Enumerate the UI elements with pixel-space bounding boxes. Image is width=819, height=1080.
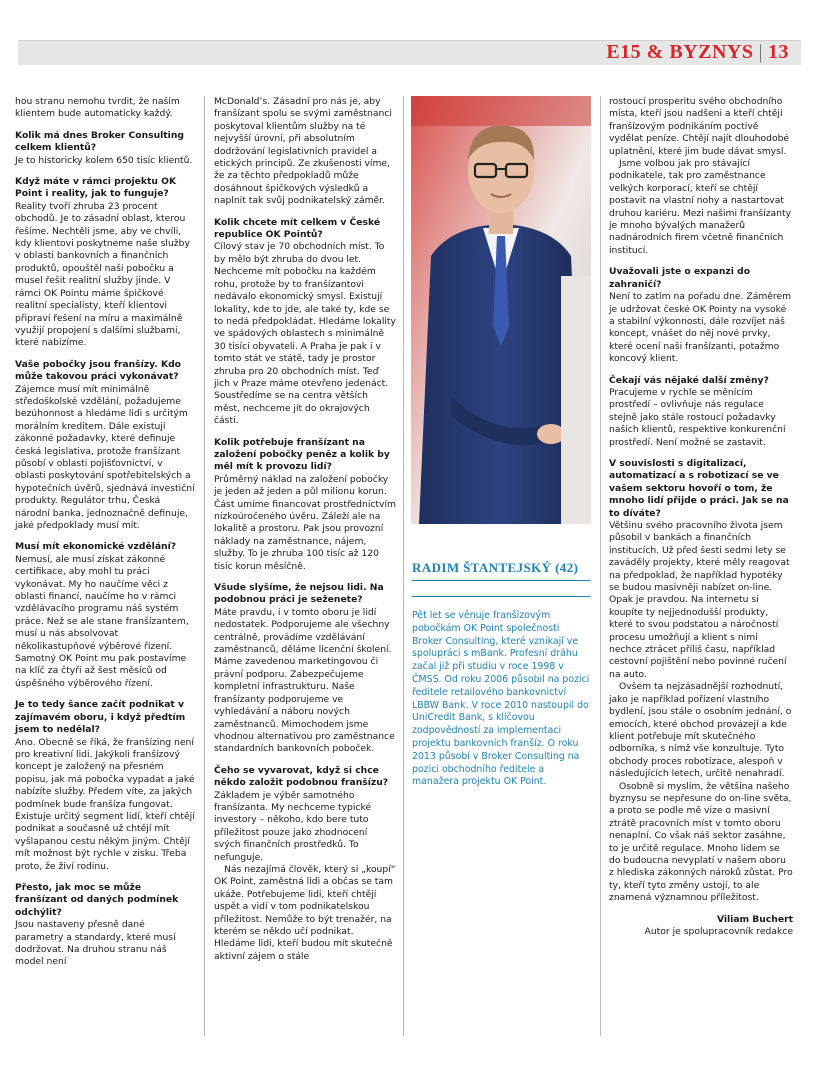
interview-question: Přesto, jak moc se může franšízant od daných podmínek odchýlit? <box>15 881 179 918</box>
portrait-illustration <box>411 96 591 524</box>
interview-answer: Pracujeme v rychle se měnícím prostředí – ovlivňuje nás regulace stejně jako stále rostoucí požadavky našich klientů, respektive konkurenční prostředí. Není možné se zastavit. <box>609 386 786 448</box>
interview-answer: Jsou nastaveny přesně dané parametry a standardy, které musí dodržovat. Na druhou stranu náš model není <box>15 919 176 968</box>
interview-question: Kolik potřebuje franšízant na založení pobočky peněz a kolik by měl mít k provozu lidí? <box>214 436 390 473</box>
interview-answer: Jsme volbou jak pro stávající podnikatele, tak pro zaměstnance velkých korporací, kteří se chtějí postavit na vlastní nohy a nastartovat druhou kariéru. Mezi našimi franšízanty je mnoho bývalých manažerů nadnárodních firem včetně finančních institucí. <box>609 158 792 256</box>
author-name: Viliam Buchert <box>716 913 793 925</box>
article-column-2 <box>214 96 396 963</box>
interview-question: Čeho se vyvarovat, když si chce někdo založit podobnou franšízu? <box>214 764 389 789</box>
interview-answer: Ano. Obecně se říká, že franšízing není pro kreativní lidi. Jakýkoli franšízový koncept je založený na přesném popisu, jak má pobočka vypadat a jaké nabízíte služby. Předem víte, za jakých podmínek bude franšíza fungovat. Existuje určitý segment lidí, kteří chtějí podnikat a současně už chtějí mít vyšlapanou cestu někým jiným. Chtějí mít možnost být rychle v zisku. Třeba proto, že živí rodinu. <box>15 736 195 872</box>
interview-answer: Ovšem ta nejzásadnější rozhodnutí, jako je například pořízení vlastního bydlení, jsou stále o osobním jednání, o emocích, které obchod provázejí a kde klient potřebuje mít skutečného odborníka, s nímž vše konzultuje. Tyto obchody proces robotizace, alespoň v následujících letech, určitě nenahradí. <box>609 681 792 780</box>
article-column-4-body <box>609 96 793 905</box>
column-divider <box>403 96 404 1036</box>
interview-answer: Většinu svého pracovního života jsem působil v bankách a finančních institucích. Už před šesti sedmi lety se zaváděly projekty, které měly reagovat na předpoklad, že například hypotéky se budou masivněji nabízet on-line. Opak je pravdou. Na internetu si koupíte ty nejjednodušší produkty, které to svou podstatou a náročností procesu umožňují a klient s nimi nechce ztrácet příliš času, například cestovní pojištění nebo povinné ručení na auto. <box>609 520 790 680</box>
interview-answer: Nás nezajímá člověk, který si „koupí“ OK Point, zaměstná lidi a občas se tam ukáže. Potřebujeme lidi, kteří chtějí uspět a vidí v tom podnikatelskou příležitost. Nemůže to být trenažér, na kterém se někdo učí podnikat. Hledáme lidi, kteří budou mít skutečně aktivní zájem o stále <box>214 863 396 962</box>
interview-answer: McDonald’s. Zásadní pro nás je, aby franšízant spolu se svými zaměstnanci poskytoval klientům služby na té nejvyšší úrovni, při absolutním dodržování legislativních pravidel a etických principů. Ze zkušenosti víme, že za těchto předpokladů může dosáhnout špičkových výsledků a naplnit tak svůj podnikatelský záměr. <box>214 96 392 207</box>
article-column-4 <box>609 96 793 938</box>
interview-answer: Osobně si myslím, že většina našeho byznysu se nepřesune do on-line světa, a proto se podle mě vize o masivní ztrátě pracovních míst v tomto oboru nenaplní. Co však náš sektor zasáhne, to je určitě regulace. Mnoho lidem se do budoucna nevyplatí v našem oboru z hlediska zákonných nároků zůstat. Pro ty, kteří tyto změny ustojí, to ale znamená významnou příležitost. <box>609 780 793 904</box>
profile-rule-bottom <box>412 596 590 597</box>
interview-answer: Reality tvoří zhruba 23 procent obchodů. Je to zásadní oblast, kterou řešíme. Nechtěli jsme, aby ve chvíli, kdy klientovi poskytneme naše služby v oblasti bankovních a finančních produktů, opouštěl naši pobočku a musel řešit realitní služby jinde. V rámci OK Pointu máme špičkové realitní specialisty, kteří klientovi připraví řešení na míru a maximálně využijí propojení s dalšími službami, které nabízíme. <box>15 200 190 349</box>
interview-answer: rostoucí prosperitu svého obchodního místa, kteří jsou nadšeni a kteří chtějí franšízovým podnikáním poctivě vydělat peníze. Chtějí najít dlouhodobé uplatnění, které jim bude dávat smysl. <box>609 96 790 157</box>
interview-question: Musí mít ekonomické vzdělání? <box>15 541 177 553</box>
author-role: Autor je spolupracovník redakce <box>644 926 793 937</box>
interview-question: Kolik má dnes Broker Consulting celkem klientů? <box>15 129 184 154</box>
section-name: E15 & BYZNYS <box>606 41 754 63</box>
page-number: 13 <box>768 41 789 63</box>
interview-answer: Zájemce musí mít minimálně středoškolské vzdělání, požadujeme bezúhonnost a hledáme lidi s určitým morálním kreditem. Dále existují zákonné požadavky, které definuje česká legislativa, protože franšízant působí v oblasti pojišťovnictví, v oblasti poskytování spotřebitelských a hypotečních úvěrů, sjednává investiční produkty. Regulátor trhu, Česká národní banka, jednoznačně definuje, jaké předpoklady musí mít. <box>15 383 195 531</box>
interview-question: Je to tedy šance začít podnikat v zajímavém oboru, i když předtím jsem to nedělal? <box>15 699 186 736</box>
header-separator: | <box>758 41 763 63</box>
article-column-1 <box>15 96 195 969</box>
portrait-photo <box>411 96 591 524</box>
interview-question: V souvislosti s digitalizací, automatizací a s robotizací se ve vašem sektoru hovoří o tom, že mnoho lidí přijde o práci. Jak se na to díváte? <box>609 457 789 519</box>
interview-question: Všude slyšíme, že nejsou lidi. Na podobnou práci je seženete? <box>214 582 384 606</box>
column-divider <box>204 96 205 1036</box>
interview-question: Kolik chcete mít celkem v České republice OK Pointů? <box>214 216 381 241</box>
section-header <box>606 40 789 64</box>
profile-bio: Pět let se věnuje franšízovým pobočkám OK Point společnosti Broker Consulting, které vznikají ve spolupráci s mBank. Profesní dráhu začal již při studiu v roce 1998 v ČMSS. Od roku 2006 působil na pozici ředitele retailového bankovnictví LBBW Bank. V roce 2010 nastoupil do UniCredit Bank, s klíčovou zodpovědností za implementaci projektu bankovních franšíz. O roku 2013 působí v Broker Consulting na pozici obchodního ředitele a manažera projektu OK Point. <box>412 610 590 788</box>
interview-answer: hou stranu nemohu tvrdit, že naším klientem bude automaticky každý. <box>15 96 180 120</box>
column-divider <box>600 96 601 1036</box>
interview-answer: Není to zatím na pořadu dne. Záměrem je udržovat české OK Pointy na vysoké a stabilní výkonnosti, dále rozvíjet náš koncept, vnášet do něj nové prvky, které ocení naši franšízanti, potažmo koncový klient. <box>609 291 792 365</box>
interview-answer: Základem je výběr samotného franšízanta. My nechceme typické investory – někoho, kdo bere tuto příležitost pouze jako zhodnocení svých finančních prostředků. To nefunguje. <box>214 789 372 863</box>
interview-answer: Nemusí, ale musí získat zákonné certifikace, aby mohl tu práci vykonávat. My ho naučíme věci z oblasti financí, naučíme ho v rámci vzdělávacího programu náš systém práce. Než se ale stane franšízantem, musí u nás absolvovat několikastupňové výběrové řízení. Samotný OK Point mu pak postavíme na klíč za čtyři až šest měsíců od úspěšného výběrového řízení. <box>15 553 189 689</box>
interview-question: Uvažovali jste o expanzi do zahraničí? <box>609 266 751 290</box>
profile-rule-top <box>412 580 590 581</box>
interview-answer: Je to historicky kolem 650 tisíc klientů. <box>15 154 193 166</box>
interview-answer: Máte pravdu, i v tomto oboru je lidí nedostatek. Podporujeme ale všechny centrálně, provádíme vzdělávání zaměstnanců, děláme licenční školení. Máme zavedenou marketingovou či právní podporu. Zabezpečujeme kompletní infrastrukturu. Naše franšízanty podporujeme ve vyhledávání a náboru nových zaměstnanců. Mimochodem jsme vhodnou alternativou pro zaměstnance standardních bankovních poboček. <box>214 606 395 755</box>
interview-question: Čekají vás nějaké další změny? <box>609 374 769 386</box>
interview-answer: Průměrný náklad na založení pobočky je jeden až jeden a půl milionu korun. Část umíme financovat prostřednictvím nízkoúročeného úvěru. Záleží ale na lokalitě a prostoru. Pak jsou provozní náklady na zaměstnance, nájem, služby. To je zhruba 100 tisíc až 120 tisíc korun měsíčně. <box>214 473 396 572</box>
interview-question: Vaše pobočky jsou franšízy. Kdo může takovou práci vykonávat? <box>15 358 181 383</box>
interview-answer: Cílový stav je 70 obchodních míst. To by mělo být zhruba do dvou let. Nechceme mít pobočku na každém rohu, protože by to franšízantovi nedávalo ekonomický smysl. Existují lokality, kde to jde, ale také ty, kde se to nedá předpokládat. Hledáme lokality ve spádových oblastech s minimálně 30 tisíci obyvateli. A Praha je pak i v tomto stát ve státě, tady je prostor zhruba pro 20 obchodních míst. Teď jich v Praze máme otevřeno jedenáct. Soustředíme se na centra větších měst, nechceme jít do okrajových částí. <box>214 241 396 427</box>
interview-question: Když máte v rámci projektu OK Point i reality, jak to funguje? <box>15 176 177 200</box>
profile-name: RADIM ŠTANTEJSKÝ (42) <box>412 560 579 575</box>
